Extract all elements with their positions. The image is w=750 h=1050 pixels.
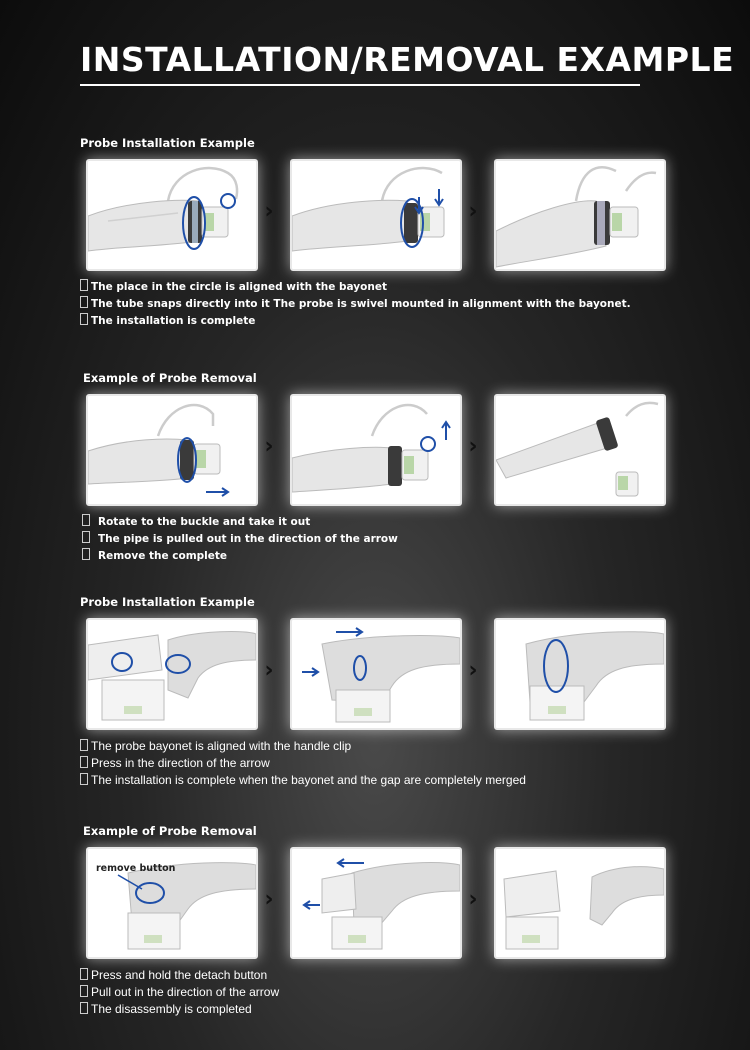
step-text: Remove the complete [98, 550, 228, 562]
step-text: Rotate to the buckle and take it out [98, 516, 311, 528]
image-strip [80, 618, 680, 730]
chevron-right-icon: › [468, 887, 478, 912]
section-title: Probe Installation Example [80, 595, 255, 609]
step-item [80, 984, 680, 1001]
checkbox-glyph-icon [82, 548, 90, 560]
checkbox-glyph-icon [82, 514, 90, 526]
image-strip [80, 847, 680, 959]
step-item [80, 548, 680, 565]
chevron-right-icon: › [264, 887, 274, 912]
page-title: INSTALLATION/REMOVAL EXAMPLE [80, 40, 735, 79]
chevron-right-icon: › [264, 199, 274, 224]
step-item [80, 738, 680, 755]
install-b-step-1-image [86, 618, 258, 730]
step-text: The place in the circle is aligned with the bayonet [91, 281, 387, 293]
checkbox-glyph-icon [80, 968, 88, 980]
step-item [80, 772, 680, 789]
step-list [80, 967, 680, 1018]
chevron-right-icon: › [468, 434, 478, 459]
removal-b-step-2-image [290, 847, 462, 959]
removal-step-1-image [86, 394, 258, 506]
step-list [80, 279, 680, 330]
title-block [80, 38, 735, 86]
checkbox-glyph-icon [80, 985, 88, 997]
section-title: Example of Probe Removal [83, 371, 257, 385]
step-item [80, 514, 680, 531]
step-text: The installation is complete when the bayonet and the gap are completely merged [91, 773, 526, 787]
removal-step-3-image [494, 394, 666, 506]
checkbox-glyph-icon [80, 313, 88, 325]
step-item [80, 531, 680, 548]
step-item [80, 755, 680, 772]
step-text: Press and hold the detach button [91, 968, 268, 982]
step-list [80, 738, 680, 789]
step-item [80, 296, 680, 313]
step-text: The pipe is pulled out in the direction of the arrow [98, 533, 398, 545]
section-probe-removal-1 [80, 370, 680, 565]
install-step-2-image [290, 159, 462, 271]
title-underline [80, 84, 640, 86]
section-title: Probe Installation Example [80, 136, 255, 150]
step-item [80, 1001, 680, 1018]
step-text: The disassembly is completed [91, 1002, 252, 1016]
removal-step-2-image [290, 394, 462, 506]
install-step-3-image [494, 159, 666, 271]
image-strip [80, 394, 680, 506]
step-item [80, 313, 680, 330]
section-probe-installation-2 [80, 594, 680, 789]
chevron-right-icon: › [468, 658, 478, 683]
checkbox-glyph-icon [82, 531, 90, 543]
install-b-step-2-image [290, 618, 462, 730]
removal-b-step-3-image [494, 847, 666, 959]
checkbox-glyph-icon [80, 739, 88, 751]
step-text: Pull out in the direction of the arrow [91, 985, 280, 999]
section-probe-installation-1 [80, 135, 680, 330]
step-item [80, 967, 680, 984]
image-strip [80, 159, 680, 271]
step-list [80, 514, 680, 565]
checkbox-glyph-icon [80, 756, 88, 768]
step-text: The tube snaps directly into it The probe is swivel mounted in alignment with the bayonet. [91, 298, 631, 310]
section-title: Example of Probe Removal [83, 824, 257, 838]
step-text: The probe bayonet is aligned with the handle clip [91, 739, 352, 753]
chevron-right-icon: › [264, 658, 274, 683]
checkbox-glyph-icon [80, 279, 88, 291]
step-text: The installation is complete [91, 315, 256, 327]
step-item [80, 279, 680, 296]
checkbox-glyph-icon [80, 296, 88, 308]
step-text: Press in the direction of the arrow [91, 756, 270, 770]
checkbox-glyph-icon [80, 1002, 88, 1014]
checkbox-glyph-icon [80, 773, 88, 785]
install-step-1-image [86, 159, 258, 271]
remove-button-callout: remove button [96, 863, 176, 874]
section-probe-removal-2 [80, 823, 680, 1018]
install-b-step-3-image [494, 618, 666, 730]
removal-b-step-1-image [86, 847, 258, 959]
chevron-right-icon: › [264, 434, 274, 459]
chevron-right-icon: › [468, 199, 478, 224]
